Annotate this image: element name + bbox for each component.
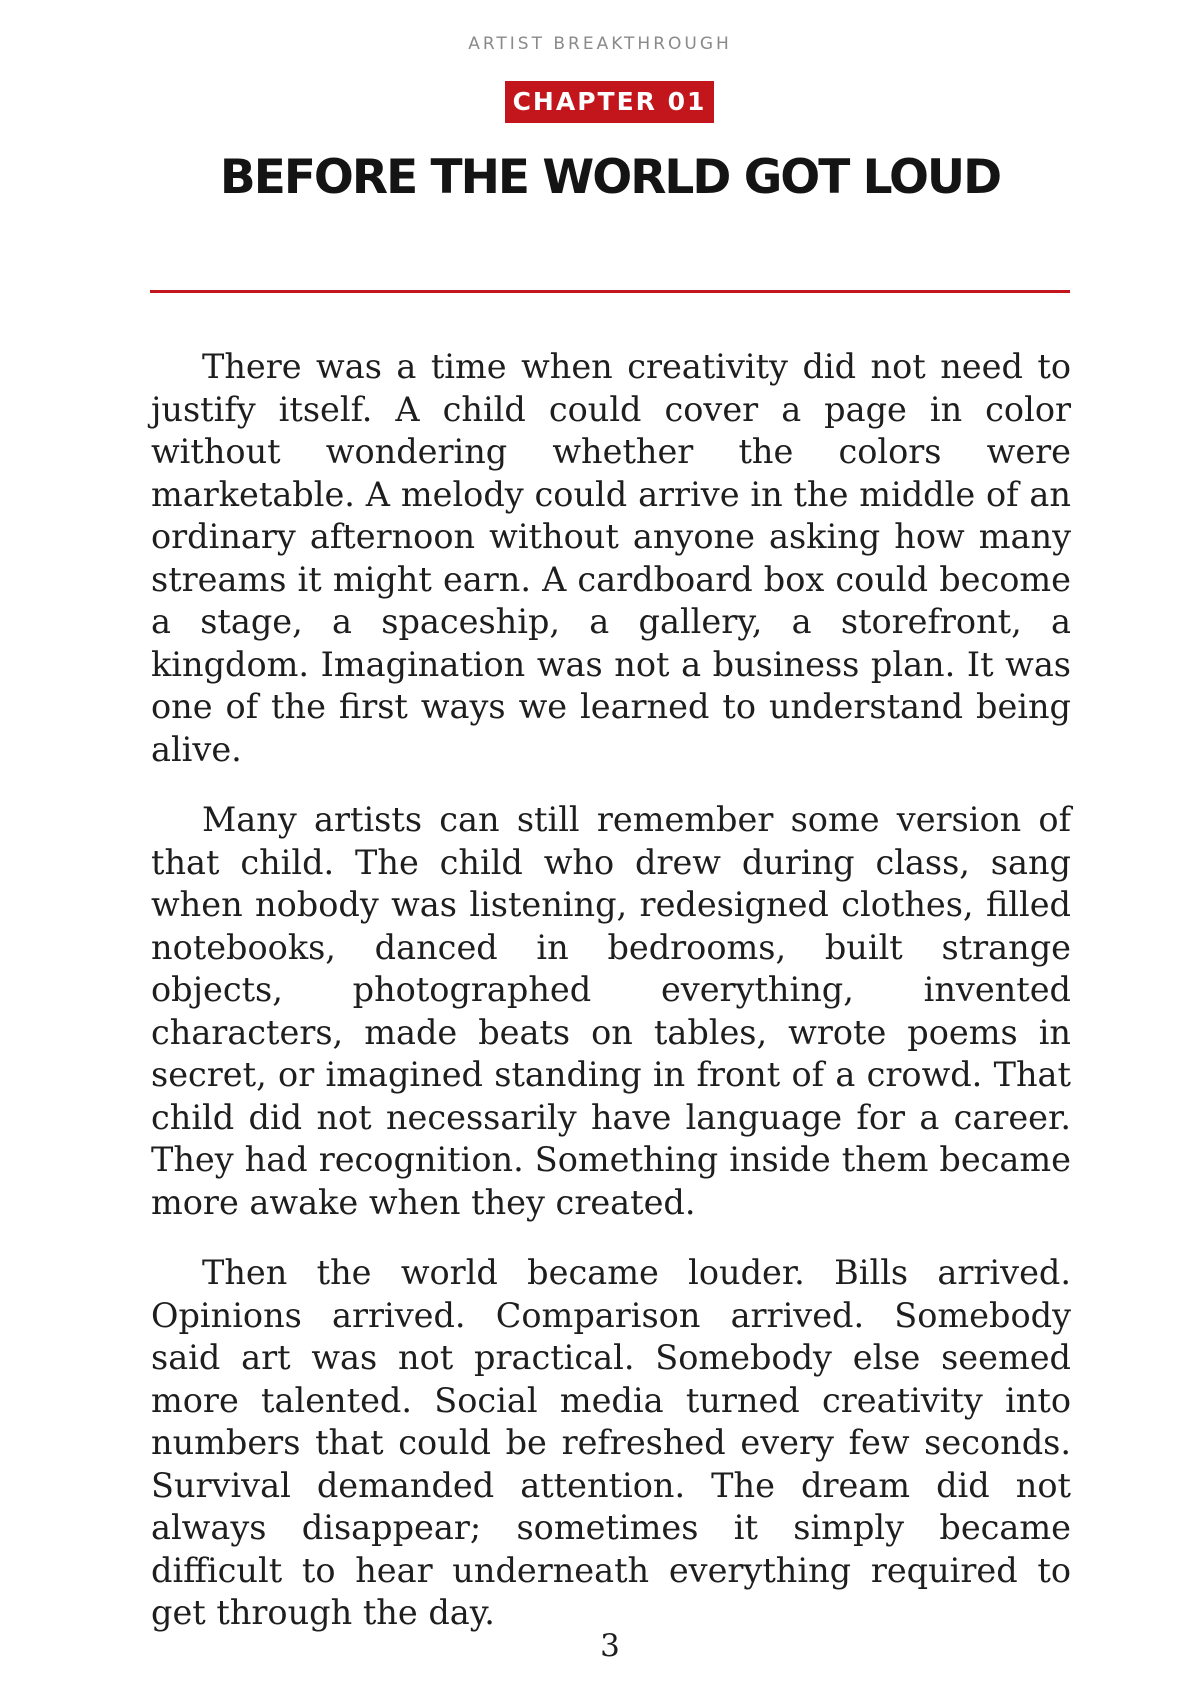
page-number: 3 [600,1628,620,1664]
chapter-body [151,346,1071,1663]
chapter-title: BEFORE THE WORLD GOT LOUD [219,150,1001,205]
title-divider [150,290,1070,293]
body-paragraph: Many artists can still remember some version of that child. The child who drew during class, sang when nobody was listening, redesigned clothes, filled notebooks, danced in bedrooms, built strange objects, photographed everything, invented characters, made beats on tables, wrote poems in secret, or imagined standing in front of a crowd. That child did not necessarily have language for a career. They had recognition. Something inside them became more awake when they created. [151,800,1071,1222]
running-header: ARTIST BREAKTHROUGH [468,34,732,54]
body-paragraph: Then the world became louder. Bills arrived. Opinions arrived. Comparison arrived. Somebody said art was not practical. Somebody else seemed more talented. Social media turned creativity into numbers that could be refreshed every few seconds. Survival demanded attention. The dream did not always disappear; sometimes it simply became difficult to hear underneath everything required to get through the day. [151,1253,1071,1632]
body-paragraph: There was a time when creativity did not need to justify itself. A child could cover a page in color without wondering whether the colors were marketable. A melody could arrive in the middle of an ordinary afternoon without anyone asking how many streams it might earn. A cardboard box could become a stage, a spaceship, a gallery, a storefront, a kingdom. Imagination was not a business plan. It was one of the first ways we learned to understand being alive. [151,347,1071,769]
chapter-badge: CHAPTER 01 [505,81,714,123]
